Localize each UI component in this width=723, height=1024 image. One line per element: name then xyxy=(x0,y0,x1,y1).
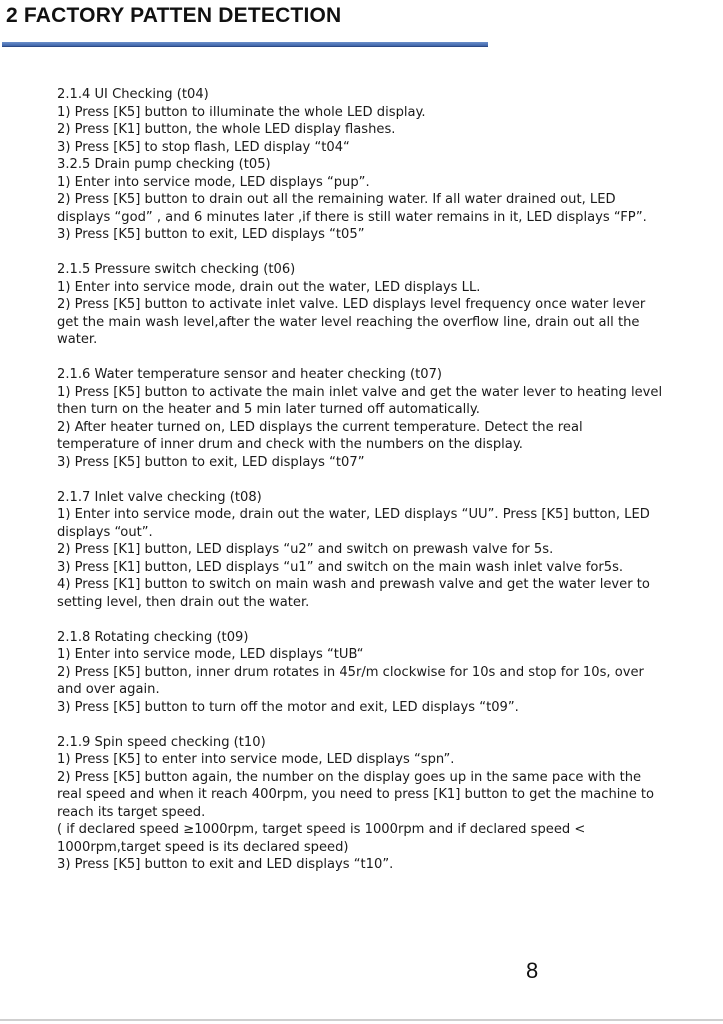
title-underline xyxy=(2,42,488,47)
page-title: 2 FACTORY PATTEN DETECTION xyxy=(6,4,342,27)
body-text: 2.1.4 UI Checking (t04) 1) Press [K5] button to illuminate the whole LED display. 2) Press [K1] button, the whole LED display flashes. 3) Press [K5] to stop flash, LED display “t04“ 3.2.5 Drain pump checking (t05) 1) Enter into service mode, LED displays “pup”. 2) Press [K5] button to drain out all the remaining water. If all water drained out, LED displays “god” , and 6 minutes later ,if there is still water remains in it, LED displays “FP”. 3) Press [K5] button to exit, LED displays “t05” 2.1.5 Pressure switch checking (t06) 1) Enter into service mode, drain out the water, LED displays LL. 2) Press [K5] button to activate inlet valve. LED displays level frequency once water lever get the main wash level,after the water level reaching the overflow line, drain out all the water. 2.1.6 Water temperature sensor and heater checking (t07) 1) Press [K5] button to activate the main inlet valve and get the water lever to heating level then turn on the heater and 5 min later turned off automatically. 2) After heater turned on, LED displays the current temperature. Detect the real temperature of inner drum and check with the numbers on the display. 3) Press [K5] button to exit, LED displays “t07” 2.1.7 Inlet valve checking (t08) 1) Enter into service mode, drain out the water, LED displays “UU”. Press [K5] button, LED displays “out”. 2) Press [K1] button, LED displays “u2” and switch on prewash valve for 5s. 3) Press [K1] button, LED displays “u1” and switch on the main wash inlet valve for5s. 4) Press [K1] button to switch on main wash and prewash valve and get the water lever to setting level, then drain out the water. 2.1.8 Rotating checking (t09) 1) Enter into service mode, LED displays “tUB“ 2) Press [K5] button, inner drum rotates in 45r/m clockwise for 10s and stop for 10s, over and over again. 3) Press [K5] button to turn off the motor and exit, LED displays “t09”. 2.1.9 Spin speed checking (t10) 1) Press [K5] to enter into service mode, LED displays “spn”. 2) Press [K5] button again, the number on the display goes up in the same pace with the real speed and when it reach 400rpm, you need to press [K1] button to get the machine to reach its target speed. ( if declared speed ≥1000rpm, target speed is 1000rpm and if declared speed < 1000rpm,target speed is its declared speed) 3) Press [K5] button to exit and LED displays “t10”. xyxy=(57,87,663,872)
page-number: 8 xyxy=(526,958,539,983)
bottom-rule xyxy=(0,1019,723,1021)
